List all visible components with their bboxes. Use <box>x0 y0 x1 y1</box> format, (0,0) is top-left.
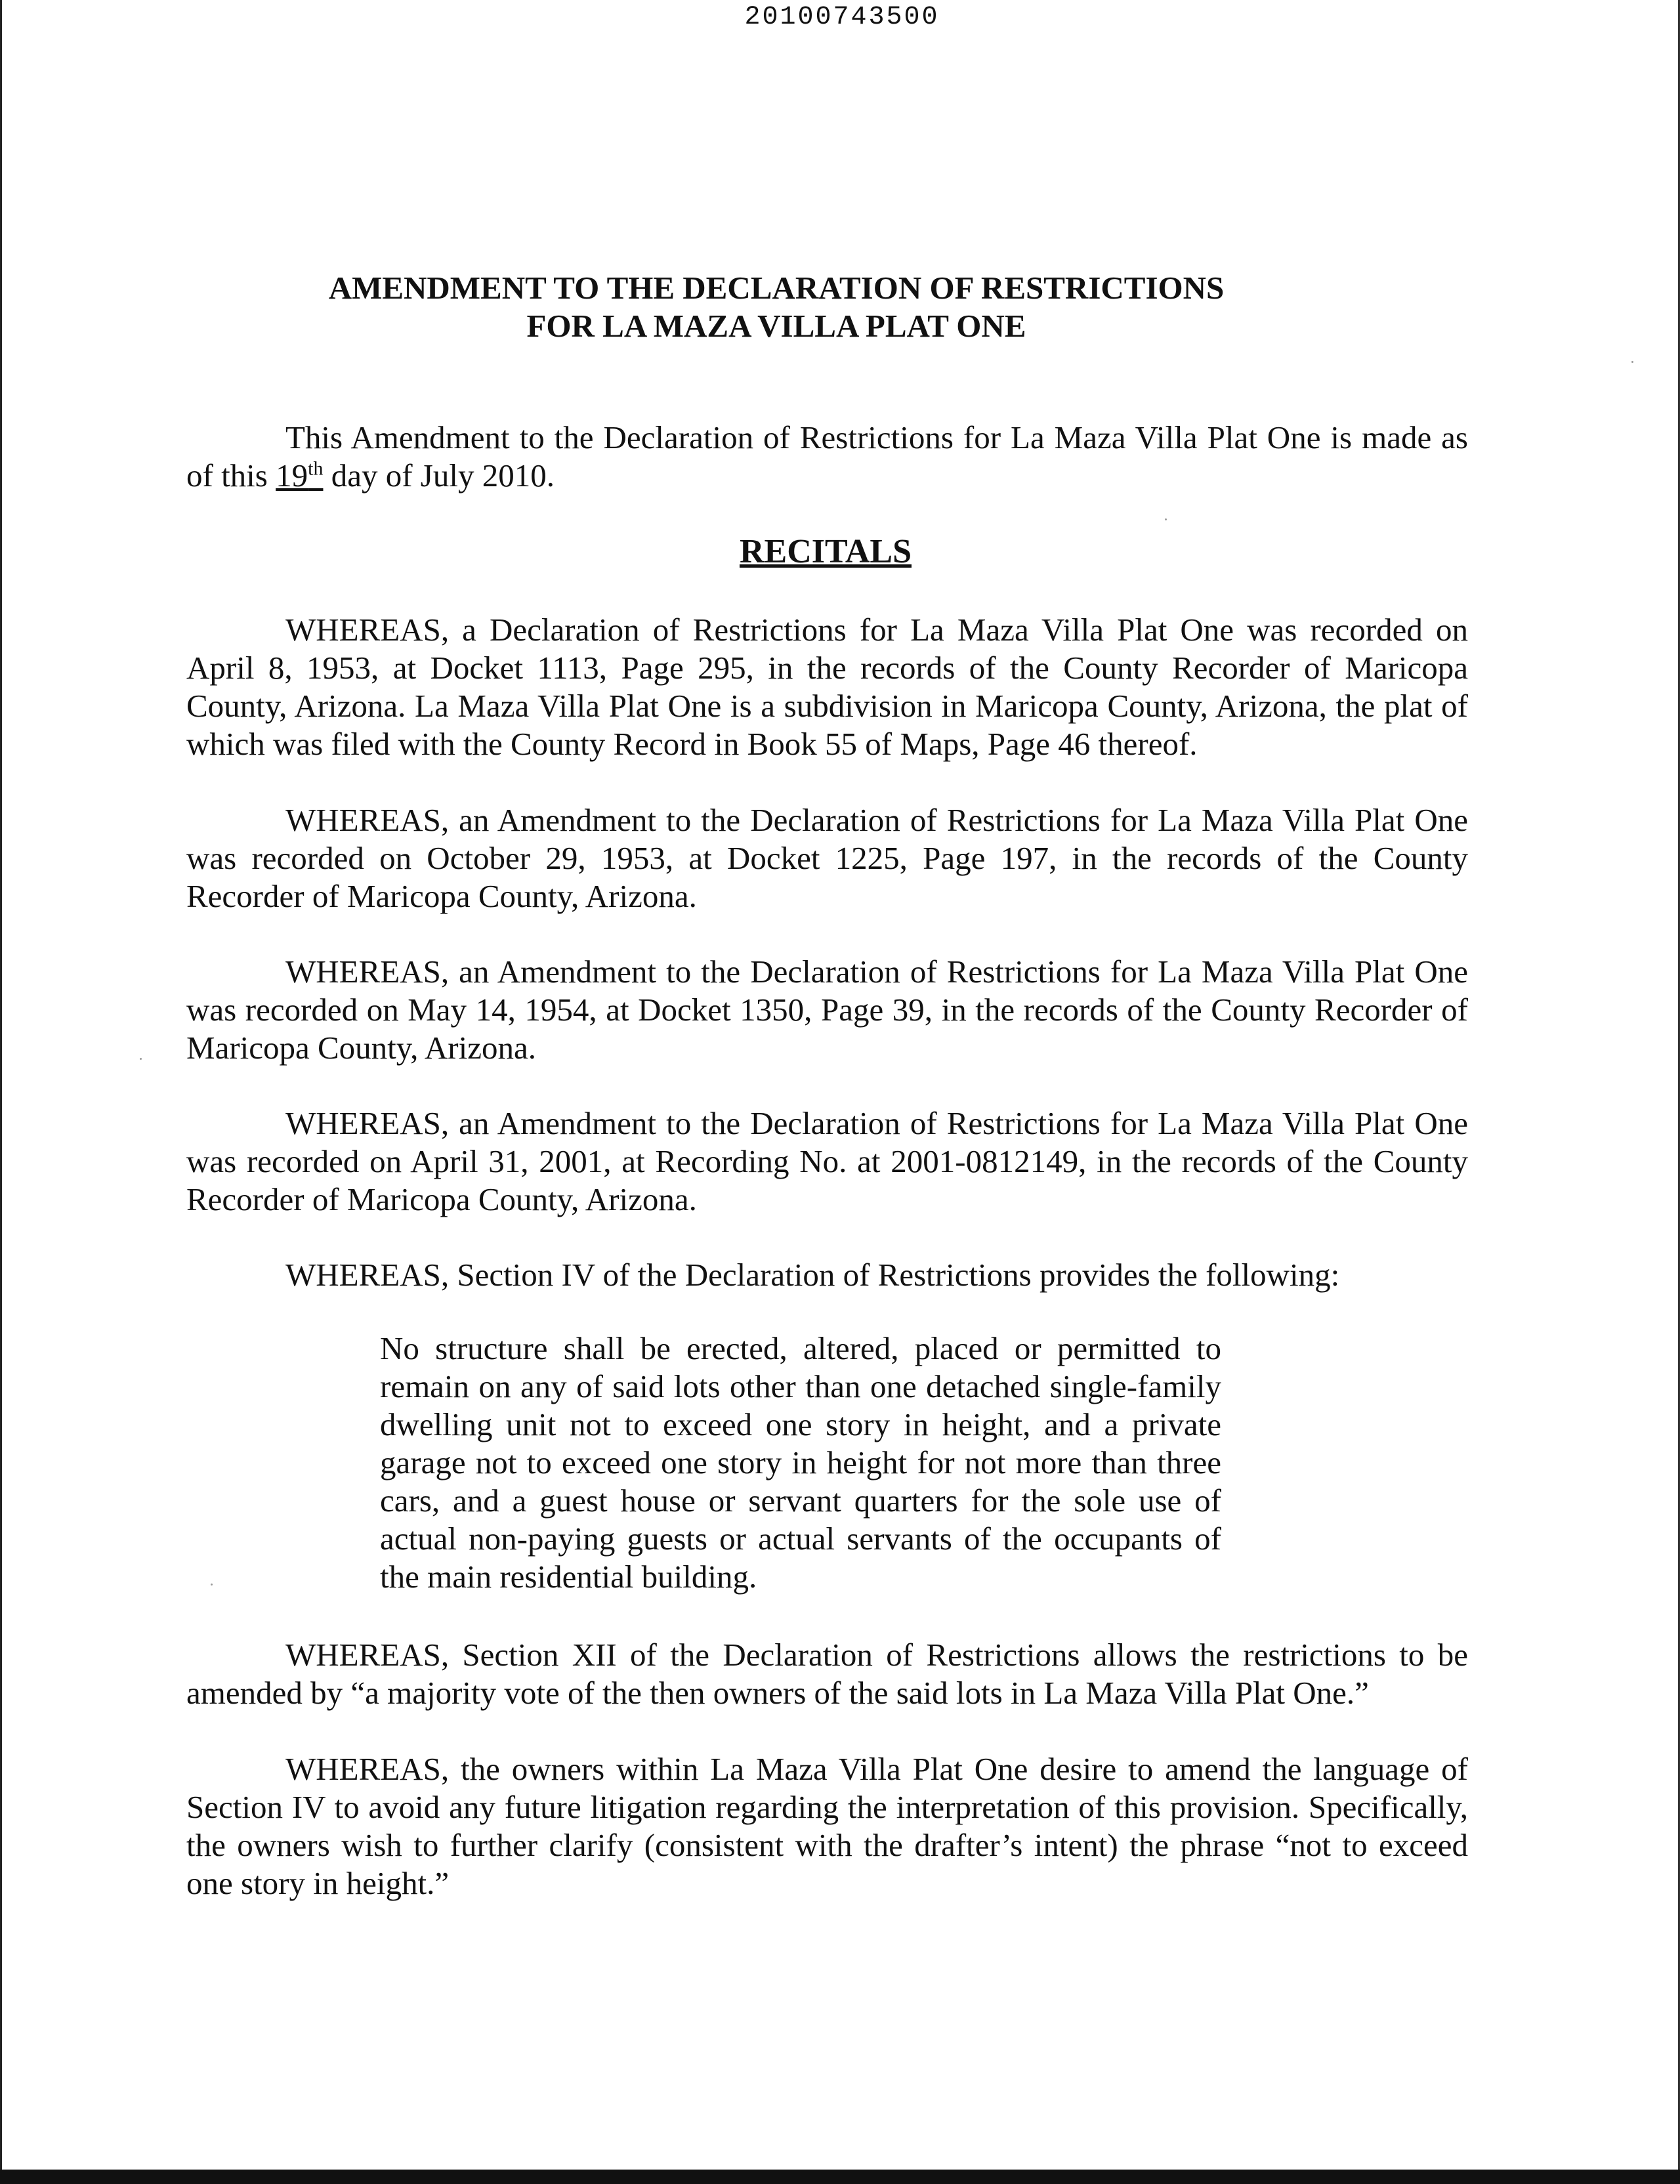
section-iv-quote: No structure shall be erected, altered, placed or permitted to remain on any of said lots other than one detached single-family dwelling unit not to exceed one story in height, and a private garage not to exceed one story in height for not more than three cars, and a guest house or servant quarters for the sole use of actual non-paying guests or actual servants of the occupants of the main residential building. <box>380 1330 1221 1595</box>
scan-bottom-bar <box>0 2170 1680 2184</box>
document-title <box>2 269 1551 345</box>
recording-number: 20100743500 <box>744 3 940 32</box>
recital-paragraph-6: WHEREAS, Section XII of the Declaration of Restrictions allows the restrictions to be amended by “a majority vote of the then owners of the said lots in La Maza Villa Plat One.” <box>186 1637 1468 1711</box>
recitals-heading: RECITALS <box>739 533 912 570</box>
day-of-month: 19th <box>276 457 324 494</box>
title-line-2: FOR LA MAZA VILLA PLAT ONE <box>526 308 1026 344</box>
recital-paragraph-2: WHEREAS, an Amendment to the Declaration of Restrictions for La Maza Villa Plat One was recorded on October 29, 1953, at Docket 1225, Page 197, in the records of the County Recorder of Maricopa County, Arizona. <box>186 802 1468 914</box>
recital-paragraph-4: WHEREAS, an Amendment to the Declaration of Restrictions for La Maza Villa Plat One was recorded on April 31, 2001, at Recording No. at 2001-0812149, in the records of the County Recorder of Maricopa County, Arizona. <box>186 1105 1468 1217</box>
intro-paragraph <box>186 419 1468 495</box>
scan-speck <box>211 1584 213 1586</box>
scan-speck <box>1631 361 1633 363</box>
scan-speck <box>1165 518 1167 520</box>
intro-after-day: day of July 2010. <box>323 457 555 494</box>
intro-before-day: This Amendment to the Declaration of Restrictions for La Maza Villa Plat One is made as of this <box>186 419 1468 494</box>
title-line-1: AMENDMENT TO THE DECLARATION OF RESTRICTIONS <box>328 270 1225 306</box>
recital-paragraph-1: WHEREAS, a Declaration of Restrictions for La Maza Villa Plat One was recorded on April 8, 1953, at Docket 1113, Page 295, in the records of the County Recorder of Maricopa County, Arizona. La Maza Villa Plat One is a subdivision in Maricopa County, Arizona, the plat of which was filed with the County Record in Book 55 of Maps, Page 46 thereof. <box>186 612 1468 762</box>
recital-paragraph-5: WHEREAS, Section IV of the Declaration of Restrictions provides the following: <box>285 1257 1340 1293</box>
recital-paragraph-7: WHEREAS, the owners within La Maza Villa Plat One desire to amend the language of Section IV to avoid any future litigation regarding the interpretation of this provision. Specifically, the owners wish to further clarify (consistent with the drafter’s intent) the phrase “not to exceed one story in height.” <box>186 1751 1468 1901</box>
recital-paragraph-3: WHEREAS, an Amendment to the Declaration of Restrictions for La Maza Villa Plat One was recorded on May 14, 1954, at Docket 1350, Page 39, in the records of the County Recorder of Maricopa County, Arizona. <box>186 954 1468 1066</box>
scan-speck <box>140 1058 142 1060</box>
